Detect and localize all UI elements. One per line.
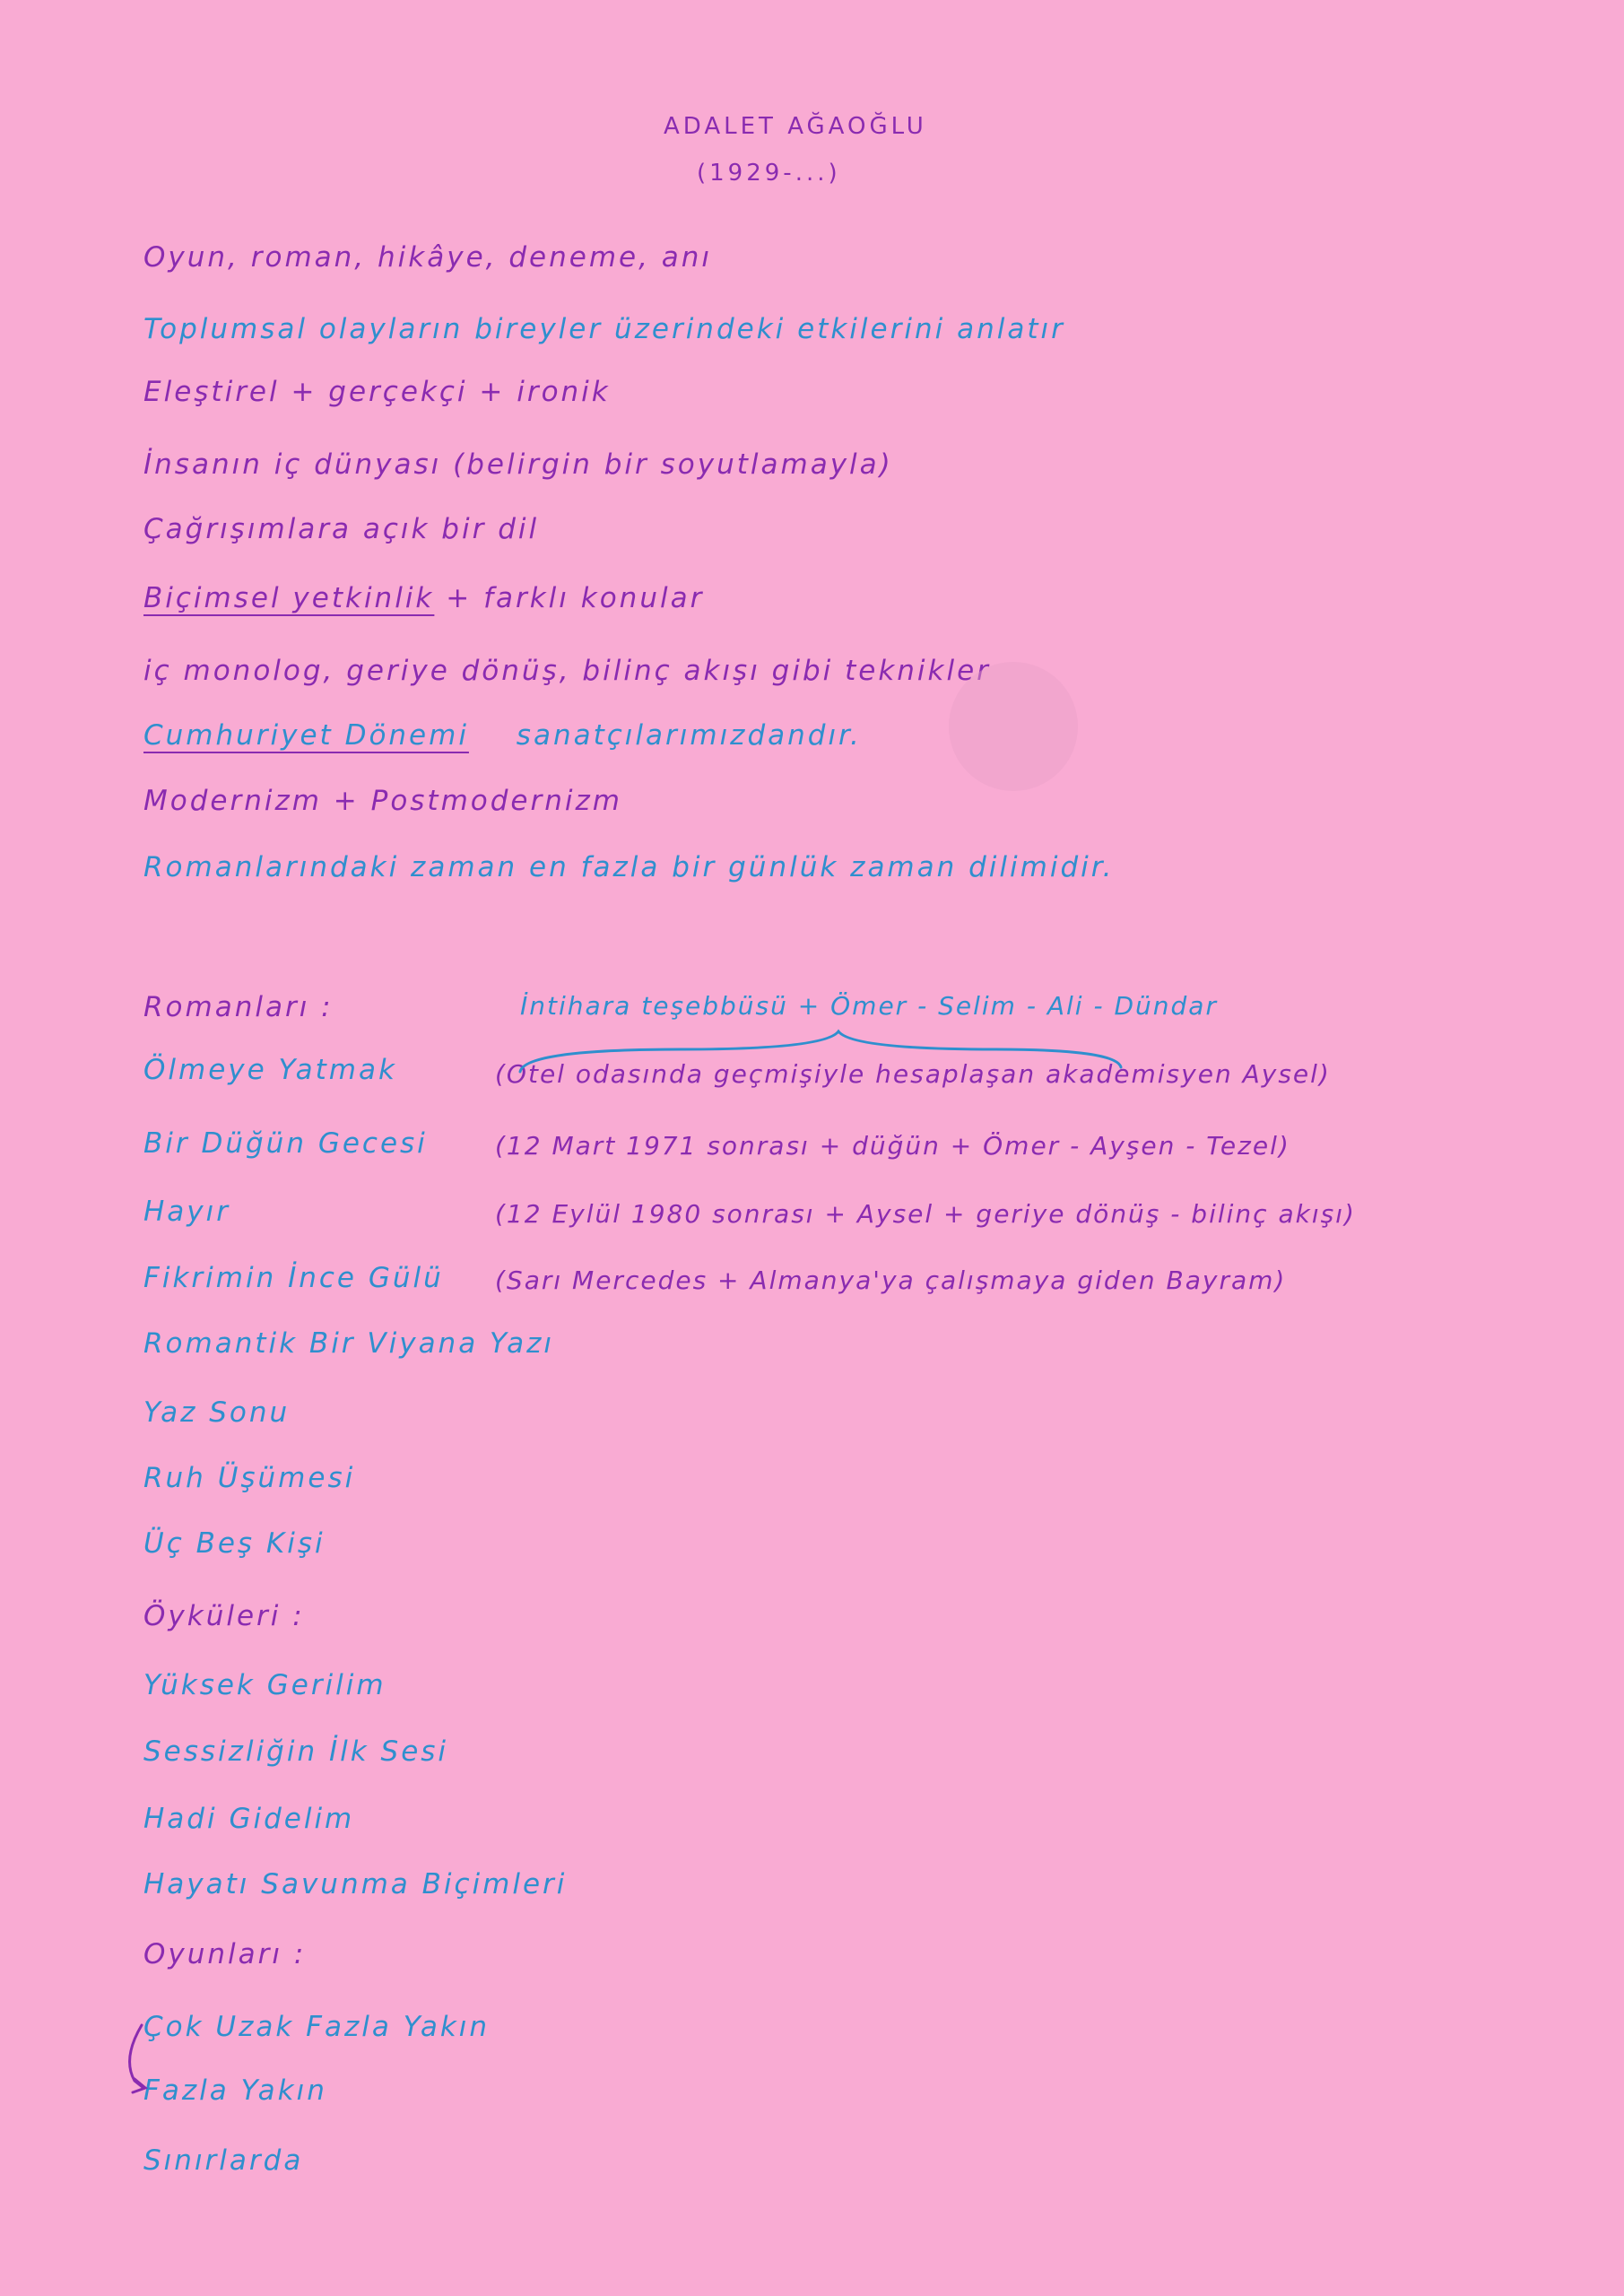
author-name: ADALET AĞAOĞLU	[664, 113, 927, 140]
novel-note: (Otel odasında geçmişiyle hesaplaşan akademisyen Aysel)	[495, 1059, 1331, 1089]
formal-underlined: Biçimsel yetkinlik	[143, 582, 435, 614]
novel-note: (12 Mart 1971 sonrası + düğün + Ömer - Ayşen - Tezel)	[495, 1131, 1290, 1161]
trilogy-note: İntihara teşebbüsü + Ömer - Selim - Ali - Dündar	[520, 991, 1218, 1021]
novel-title: Yaz Sonu	[143, 1396, 291, 1429]
play-title: Sınırlarda	[143, 2144, 304, 2177]
novel-note: (12 Eylül 1980 sonrası + Aysel + geriye dönüş - bilinç akışı)	[495, 1199, 1356, 1229]
note-line-language: Çağrışımlara açık bir dil	[143, 513, 540, 545]
story-title: Hayatı Savunma Biçimleri	[143, 1868, 568, 1900]
novel-title: Fikrimin İnce Gülü	[143, 1262, 444, 1294]
story-title: Hadi Gidelim	[143, 1803, 355, 1835]
note-line-themes: Toplumsal olayların bireyler üzerindeki etkilerini anlatır	[143, 313, 1065, 345]
story-title: Sessizliğin İlk Sesi	[143, 1735, 449, 1768]
play-title: Çok Uzak Fazla Yakın	[143, 2011, 491, 2043]
note-line-movements: Modernizm + Postmodernizm	[143, 785, 622, 817]
novel-note: (Sarı Mercedes + Almanya'ya çalışmaya giden Bayram)	[495, 1265, 1287, 1295]
novel-title: Hayır	[143, 1196, 231, 1228]
stories-heading: Öyküleri :	[143, 1600, 305, 1632]
curly-brace-mark	[520, 1031, 1121, 1072]
note-line-time: Romanlarındaki zaman en fazla bir günlük zaman dilimidir.	[143, 851, 1115, 883]
note-line-techniques: iç monolog, geriye dönüş, bilinç akışı gibi teknikler	[143, 655, 991, 687]
novels-heading: Romanları :	[143, 991, 334, 1023]
paper-spot	[949, 662, 1078, 791]
play-title: Fazla Yakın	[143, 2074, 327, 2107]
note-line-inner-world: İnsanın iç dünyası (belirgin bir soyutlamayla)	[143, 448, 893, 481]
novel-title: Ölmeye Yatmak	[143, 1054, 397, 1086]
note-line-style: Eleştirel + gerçekçi + ironik	[143, 376, 611, 408]
novel-title: Ruh Üşümesi	[143, 1462, 356, 1494]
formal-rest: + farklı konular	[446, 582, 705, 614]
period-underlined: Cumhuriyet Dönemi	[143, 719, 469, 752]
novel-title: Romantik Bir Viyana Yazı	[143, 1327, 555, 1360]
period-rest: sanatçılarımızdandır.	[516, 719, 862, 752]
novel-title: Üç Beş Kişi	[143, 1527, 326, 1560]
author-years: (1929-...)	[697, 160, 841, 187]
story-title: Yüksek Gerilim	[143, 1669, 386, 1701]
novel-title: Bir Düğün Gecesi	[143, 1127, 428, 1160]
curved-arrow-mark	[130, 2025, 143, 2088]
plays-heading: Oyunları :	[143, 1938, 307, 1970]
note-line-genres: Oyun, roman, hikâye, deneme, anı	[143, 241, 713, 274]
